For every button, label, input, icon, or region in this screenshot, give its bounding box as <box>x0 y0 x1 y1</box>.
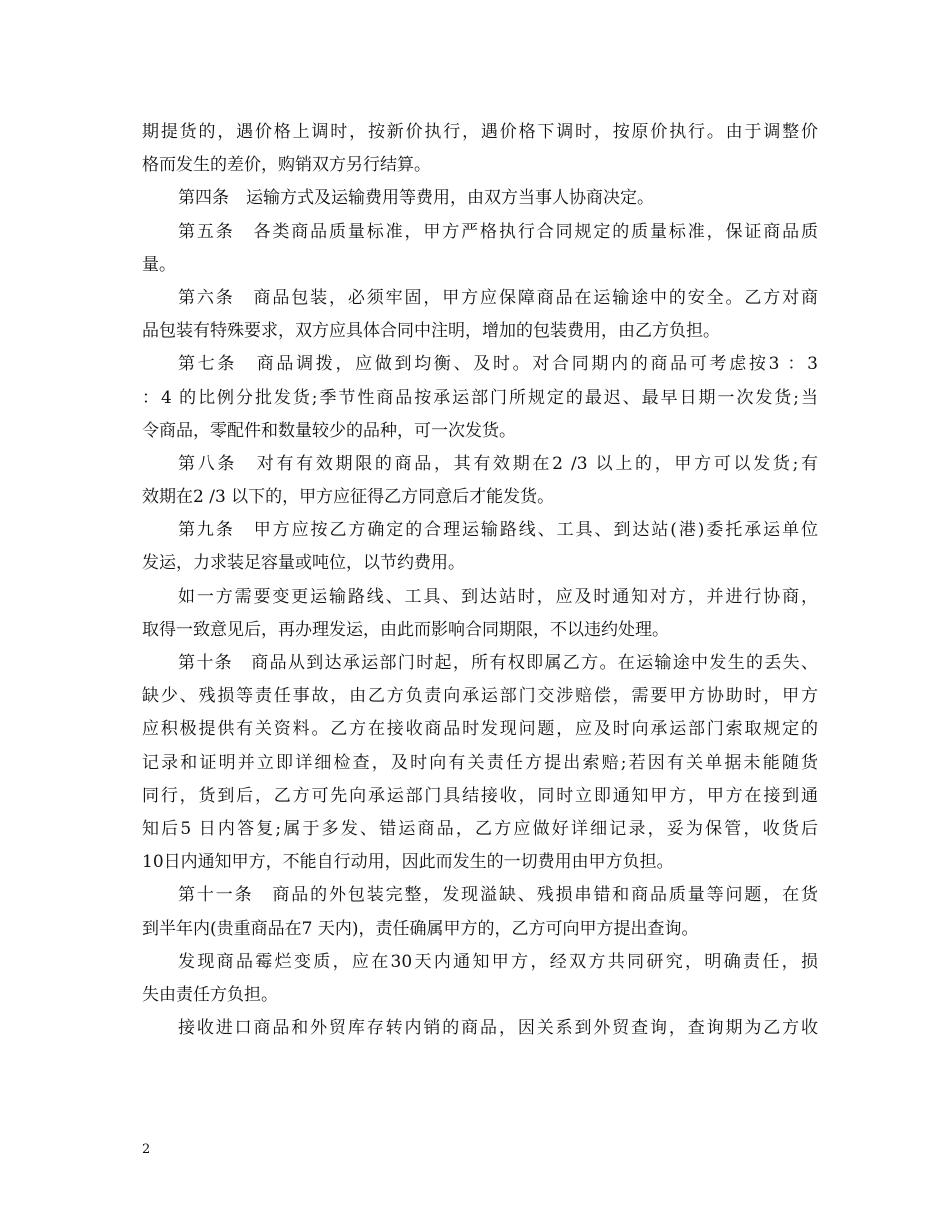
text-line: 失由责任方负担。 <box>142 984 278 1005</box>
text-line: 取得一致意见后，再办理发运，由此而影响合同期限，不以违约处理。 <box>142 619 669 640</box>
text-line: 发运，力求装足容量或吨位，以节约费用。 <box>142 553 465 574</box>
text-line: 格而发生的差价，购销双方另行结算。 <box>142 155 431 176</box>
text-line: 第十一条 商品的外包装完整，发现溢缺、残损串错和商品质量等问题，在货 <box>178 885 818 906</box>
text-line: 知后5 日内答复;属于多发、错运商品，乙方应做好详细记录，妥为保管，收货后 <box>142 818 818 839</box>
text-line: 发现商品霉烂变质，应在30天内通知甲方，经双方共同研究，明确责任，损 <box>178 951 818 972</box>
text-line: 令商品，零配件和数量较少的品种，可一次发货。 <box>142 420 516 441</box>
text-line: 第四条 运输方式及运输费用等费用，由双方当事人协商决定。 <box>178 188 654 209</box>
text-line: 第八条 对有有效期限的商品，其有效期在2 /3 以上的，甲方可以发货;有 <box>178 453 818 474</box>
text-line: ：4 的比例分批发货;季节性商品按承运部门所规定的最迟、最早日期一次发货;当 <box>142 387 818 408</box>
contract-body-text <box>142 116 818 1045</box>
text-line: 第七条 商品调拨，应做到均衡、及时。对合同期内的商品可考虑按3 ：3 <box>178 354 818 375</box>
text-line: 记录和证明并立即详细检查，及时向有关责任方提出索赔;若因有关单据未能随货 <box>142 752 818 773</box>
text-line: 品包装有特殊要求，双方应具体合同中注明，增加的包装费用，由乙方负担。 <box>142 321 720 342</box>
text-line: 第十条 商品从到达承运部门时起，所有权即属乙方。在运输途中发生的丢失、 <box>178 653 818 673</box>
text-line: 同行，货到后，乙方可先向承运部门具结接收，同时立即通知甲方，甲方在接到通 <box>142 785 818 806</box>
text-line: 到半年内(贵重商品在7 天内)，责任确属甲方的，乙方可向甲方提出查询。 <box>142 918 699 939</box>
text-line: 期提货的，遇价格上调时，按新价执行，遇价格下调时，按原价执行。由于调整价 <box>142 122 818 142</box>
page-number: 2 <box>142 1142 151 1157</box>
text-line: 第五条 各类商品质量标准，甲方严格执行合同规定的质量标准，保证商品质 <box>178 221 818 242</box>
text-line: 第六条 商品包装，必须牢固，甲方应保障商品在运输途中的安全。乙方对商 <box>178 287 818 308</box>
text-line: 接收进口商品和外贸库存转内销的商品，因关系到外贸查询，查询期为乙方收 <box>178 1018 818 1039</box>
text-line: 10日内通知甲方，不能自行动用，因此而发生的一切费用由甲方负担。 <box>142 852 674 873</box>
text-line: 缺少、残损等责任事故，由乙方负责向承运部门交涉赔偿，需要甲方协助时，甲方 <box>142 686 818 707</box>
text-line: 效期在2 /3 以下的，甲方应征得乙方同意后才能发货。 <box>142 487 555 508</box>
text-line: 应积极提供有关资料。乙方在接收商品时发现问题，应及时向承运部门索取规定的 <box>142 719 818 740</box>
text-line: 量。 <box>142 254 176 275</box>
text-line: 第九条 甲方应按乙方确定的合理运输路线、工具、到达站(港)委托承运单位 <box>178 520 818 541</box>
text-line: 如一方需要变更运输路线、工具、到达站时，应及时通知对方，并进行协商， <box>178 586 818 607</box>
